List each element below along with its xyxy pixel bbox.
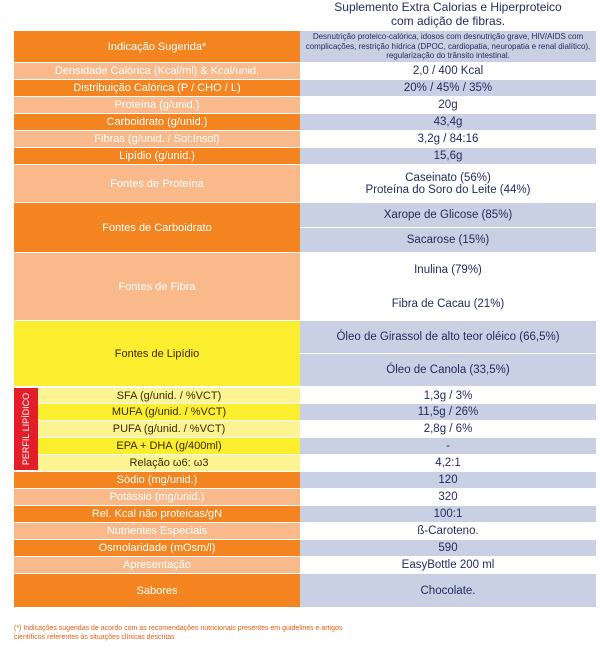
label-fibras: Fibras (g/unid. / Sol:Insol) [14, 131, 300, 148]
row-relacao [14, 455, 596, 472]
value-apresentacao: EasyBottle 200 ml [300, 557, 596, 574]
label-distribuicao: Distribuição Calórica (P / CHO / L) [14, 80, 300, 97]
label-pufa: PUFA (g/unid. / %VCT) [38, 421, 300, 438]
fonte-proteina-1: Caseinato (56%) [405, 171, 491, 184]
value-mufa: 11,5g / 26% [300, 404, 596, 421]
row-fontes-carboidrato [14, 203, 596, 253]
value-nutrientes: ß-Caroteno. [300, 523, 596, 540]
row-sabores [14, 574, 596, 608]
row-pufa [14, 421, 596, 438]
value-fonte-lipidio-1: Óleo de Girassol de alto teor oléico (66,5%) [300, 321, 596, 354]
label-proteina: Proteína (g/unid.) [14, 97, 300, 114]
row-nutrientes [14, 523, 596, 540]
value-osmolaridade: 590 [300, 540, 596, 557]
value-distribuicao: 20% / 45% / 35% [300, 80, 596, 97]
label-apresentacao: Apresentação [14, 557, 300, 574]
row-potassio [14, 489, 596, 506]
row-densidade [14, 63, 596, 80]
row-sodio [14, 472, 596, 489]
label-relacao: Relação ω6: ω3 [38, 455, 300, 472]
label-carboidrato: Carboidrato (g/unid.) [14, 114, 300, 131]
value-fonte-fibra-1: Inulina (79%) [300, 253, 596, 287]
value-pufa: 2,8g / 6% [300, 421, 596, 438]
value-lipidio: 15,6g [300, 148, 596, 165]
header-line-1: Suplemento Extra Calorias e Hiperproteico [334, 0, 562, 14]
label-epa-dha: EPA + DHA (g/400ml) [38, 438, 300, 455]
footnote: (*) Indicações sugeridas de acordo com as recomendações nutricionais presentes em guidelines e artigos científicos referentes às situações clínicas descritas [14, 625, 343, 641]
label-sabores: Sabores [14, 574, 300, 608]
perfil-lipidico-label: PERFIL LIPÍDICO [21, 392, 31, 466]
row-mufa [14, 404, 596, 421]
row-fontes-lipidio [14, 321, 596, 387]
value-proteina: 20g [300, 97, 596, 114]
label-rel-kcal: Rel. Kcal não proteicas/gN [14, 506, 300, 523]
label-fontes-proteina: Fontes de Proteína [14, 165, 300, 203]
row-fibras [14, 131, 596, 148]
label-potassio: Potássio (mg/unid.) [14, 489, 300, 506]
row-proteina [14, 97, 596, 114]
value-relacao: 4,2:1 [300, 455, 596, 472]
label-fontes-fibra: Fontes de Fibra [14, 253, 300, 321]
row-indicacao [14, 31, 596, 63]
value-potassio: 320 [300, 489, 596, 506]
perfil-lipidico-band [14, 388, 38, 470]
row-carboidrato [14, 114, 596, 131]
value-fibras: 3,2g / 84:16 [300, 131, 596, 148]
header-line-2: com adição de fibras. [390, 14, 506, 28]
row-fontes-proteina [14, 165, 596, 203]
label-sodio: Sódio (mg/unid.) [14, 472, 300, 489]
value-carboidrato: 43,4g [300, 114, 596, 131]
value-indicacao: Desnutrição proteico-calórica, idosos com desnutrição grave, HIV/AIDS com complicações, restrição hídrica (DPOC, cardiopatia, neuropatia e renal dialítico), regularização do trânsito intestinal. [300, 31, 596, 63]
value-densidade: 2,0 / 400 Kcal [300, 63, 596, 80]
row-fontes-fibra [14, 253, 596, 321]
row-epa-dha [14, 438, 596, 455]
label-indicacao: Indicação Sugerida* [14, 31, 300, 63]
label-fontes-lipidio: Fontes de Lipídio [14, 321, 300, 387]
label-sfa: SFA (g/unid. / %VCT) [38, 388, 300, 404]
row-sfa [14, 388, 596, 404]
value-epa-dha: - [300, 438, 596, 455]
value-fonte-fibra-2: Fibra de Cacau (21%) [300, 287, 596, 321]
fonte-proteina-2: Proteína do Soro do Leite (44%) [365, 183, 531, 196]
label-lipidio: Lipídio (g/unid.) [14, 148, 300, 165]
label-mufa: MUFA (g/unid. / %VCT) [38, 404, 300, 421]
value-fonte-carboidrato-2: Sacarose (15%) [300, 228, 596, 253]
row-apresentacao [14, 557, 596, 574]
value-sodio: 120 [300, 472, 596, 489]
label-osmolaridade: Osmolaridade (mOsm/l) [14, 540, 300, 557]
row-lipidio [14, 148, 596, 165]
value-fontes-proteina [300, 165, 596, 203]
value-sfa: 1,3g / 3% [300, 388, 596, 404]
row-osmolaridade [14, 540, 596, 557]
row-rel-kcal [14, 506, 596, 523]
value-fonte-lipidio-2: Óleo de Canola (33,5%) [300, 354, 596, 387]
value-sabores: Chocolate. [300, 574, 596, 608]
label-fontes-carboidrato: Fontes de Carboidrato [14, 203, 300, 253]
label-nutrientes: Nutrientes Especiais [14, 523, 300, 540]
row-distribuicao [14, 80, 596, 97]
value-fonte-carboidrato-1: Xarope de Glicose (85%) [300, 203, 596, 228]
label-densidade: Densidade Calórica (Kcal/ml) & Kcal/unid. [14, 63, 300, 80]
value-rel-kcal: 100:1 [300, 506, 596, 523]
product-header [300, 0, 596, 30]
